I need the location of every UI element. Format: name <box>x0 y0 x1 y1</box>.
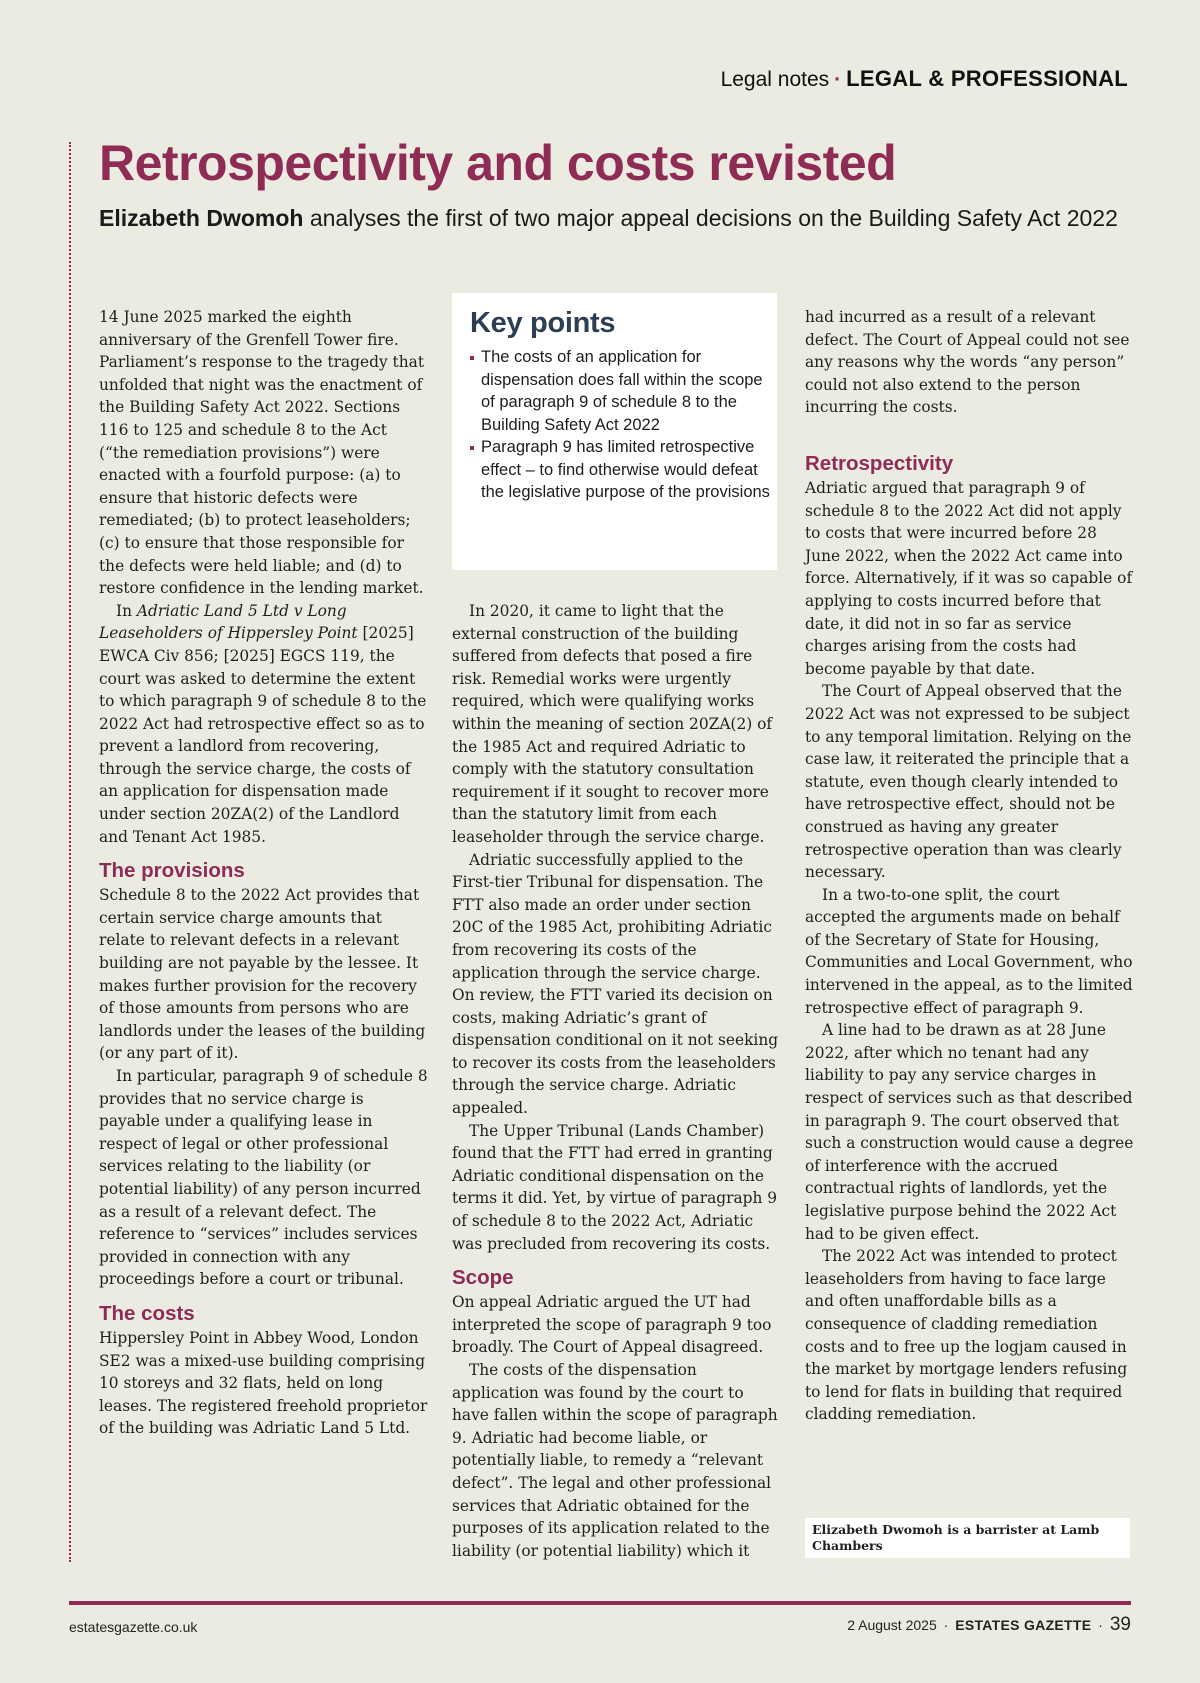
column-3 <box>805 306 1135 419</box>
paragraph: Adriatic argued that paragraph 9 of schedule 8 to the 2022 Act did not apply to costs that were incurred before 28 June 2022, when the 2022 Act came into force. Alternatively, if it was so capable of applying to costs incurred before that date, it did not in so far as service charges arising from the costs had become payable by that date. <box>805 479 1133 678</box>
header-separator: · <box>834 68 842 91</box>
page-number: 39 <box>1109 1614 1131 1635</box>
key-point-item: Paragraph 9 has limited retrospective effect – to find otherwise would defeat the legislative purpose of the provisions <box>470 436 771 504</box>
paragraph: Hippersley Point in Abbey Wood, London SE2 was a mixed-use building comprising 10 storeys and 32 flats, held on long leases. The registered freehold proprietor of the building was Adriatic Land 5 Ltd. <box>99 1328 428 1438</box>
author-bio: Elizabeth Dwomoh is a barrister at Lamb Chambers <box>805 1518 1130 1558</box>
paragraph: 14 June 2025 marked the eighth anniversary of the Grenfell Tower fire. Parliament’s response to the tragedy that unfolded that night was the enactment of the Building Safety Act 2022. Sections 116 to 125 and schedule 8 to the Act (“the remediation provisions”) were enacted with a fourfold purpose: (a) to ensure that historic defects were remediated; (b) to protect leaseholders; (c) to ensure that those responsible for the defects were held liable; and (d) to restore confidence in the lending market. <box>99 308 425 598</box>
dotted-margin-rule <box>69 142 71 1562</box>
paragraph: On appeal Adriatic argued the UT had interpreted the scope of paragraph 9 too broadly. The Court of Appeal disagreed. <box>452 1293 772 1357</box>
column-name: Legal notes <box>720 68 830 91</box>
section-name: LEGAL & PROFESSIONAL <box>846 66 1128 91</box>
standfirst-text: analyses the first of two major appeal decisions on the Building Safety Act 2022 <box>309 205 1118 231</box>
running-header <box>721 66 1128 92</box>
article-title: Retrospectivity and costs revisted <box>99 135 897 191</box>
paragraph: In 2020, it came to light that the external construction of the building suffered from defects that posed a fire risk. Remedial works were urgently required, which were qualifying works within the meaning of section 20ZA(2) of the 1985 Act and required Adriatic to comply with the statutory consultation requirement if it sought to recover more than the statutory limit from each leaseholder through the service charge. <box>452 602 773 846</box>
paragraph: The 2022 Act was intended to protect leaseholders from having to face large and often unaffordable bills as a consequence of cladding remediation costs and to free up the logjam caused in the market by mortgage lenders refusing to lend for flats in building that required cladding remediation. <box>805 1247 1128 1424</box>
paragraph: The Court of Appeal observed that the 2022 Act was not expressed to be subject to any temporal limitation. Relying on the case law, it reiterated the principle that a statute, even though clearly intended to have retrospective effect, should not be construed as having any greater retrospective operation than was clearly necessary. <box>805 682 1132 882</box>
footer-folio <box>847 1614 1131 1636</box>
publication-name: ESTATES GAZETTE <box>955 1617 1092 1633</box>
column-3-content <box>805 451 1135 1426</box>
subheading-retrospectivity: Retrospectivity <box>805 452 954 475</box>
author-name: Elizabeth Dwomoh <box>99 205 304 231</box>
subheading-provisions: The provisions <box>99 859 245 883</box>
footer-separator: · <box>1098 1617 1103 1633</box>
paragraph: In a two-to-one split, the court accepted the arguments made on behalf of the Secretary of State for Housing, Communities and Local Government, who intervened in the appeal, as to the limited retrospective effect of paragraph 9. <box>805 885 1133 1017</box>
issue-date: 2 August 2025 <box>847 1617 937 1633</box>
paragraph: The costs of the dispensation application was found by the court to have fallen within the scope of paragraph 9. Adriatic had become liable, or potentially liable, to remedy a “relevant defect”. The legal and other professional services that Adriatic obtained for the purposes of its application related to the liability (or potential liability) which it <box>452 1361 778 1560</box>
case-name: Adriatic Land 5 Ltd v Long Leaseholders of Hippersley Point <box>99 601 358 643</box>
paragraph-continued: had incurred as a result of a relevant defect. The Court of Appeal could not see any reasons why the words “any person” could not also extend to the person incurring the costs. <box>805 308 1130 417</box>
column-2 <box>452 600 782 1562</box>
footer-rule <box>69 1601 1131 1605</box>
key-points-heading: Key points <box>470 307 616 339</box>
footer-separator: · <box>943 1617 949 1633</box>
footer-website[interactable]: estatesgazette.co.uk <box>69 1619 198 1635</box>
column-1 <box>99 306 429 1440</box>
paragraph <box>99 600 429 849</box>
subheading-scope: Scope <box>452 1266 514 1290</box>
standfirst <box>99 204 1119 233</box>
paragraph: Adriatic successfully applied to the First-tier Tribunal for dispensation. The FTT also made an order under section 20C of the 1985 Act, prohibiting Adriatic from recovering its costs of the application through the service charge. On review, the FTT varied its decision on costs, making Adriatic’s grant of dispensation conditional on it not seeking to recover its costs from the leaseholders through the service charge. Adriatic appealed. <box>452 850 779 1118</box>
key-points-list <box>470 346 777 504</box>
paragraph-lead: In <box>116 601 137 620</box>
paragraph: Schedule 8 to the 2022 Act provides that certain service charge amounts that relate to relevant defects in a relevant building are not payable by the lessee. It makes further provision for the recovery of those amounts from persons who are landlords under the leases of the building (or any part of it). <box>99 886 426 1063</box>
paragraph-rest: [2025] EWCA Civ 856; [2025] EGCS 119, the court was asked to determine the extent to which paragraph 9 of schedule 8 to the 2022 Act had retrospective effect so as to prevent a landlord from recovering, through the service charge, the costs of an application for dispensation made under section 20ZA(2) of the Landlord and Tenant Act 1985. <box>99 624 427 846</box>
paragraph: In particular, paragraph 9 of schedule 8 provides that no service charge is payable under a qualifying lease in respect of legal or other professional services relating to the liability (or potential liability) of any person incurred as a result of a relevant defect. The reference to “services” includes services provided in connection with any proceedings before a court or tribunal. <box>99 1067 428 1289</box>
paragraph: The Upper Tribunal (Lands Chamber) found that the FTT had erred in granting Adriatic conditional dispensation on the terms it did. Yet, by virtue of paragraph 9 of schedule 8 to the 2022 Act, Adriatic was precluded from recovering its costs. <box>452 1121 778 1253</box>
key-points-box <box>452 293 777 570</box>
key-point-item: The costs of an application for dispensation does fall within the scope of paragraph 9 of schedule 8 to the Building Safety Act 2022 <box>470 346 771 436</box>
subheading-costs: The costs <box>99 1301 195 1325</box>
paragraph: A line had to be drawn as at 28 June 2022, after which no tenant had any liability to pay any service charges in respect of services such as that described in paragraph 9. The court observed that such a construction would cause a degree of interference with the accrued contractual rights of landlords, yet the legislative purpose behind the 2022 Act had to be given effect. <box>805 1021 1134 1243</box>
